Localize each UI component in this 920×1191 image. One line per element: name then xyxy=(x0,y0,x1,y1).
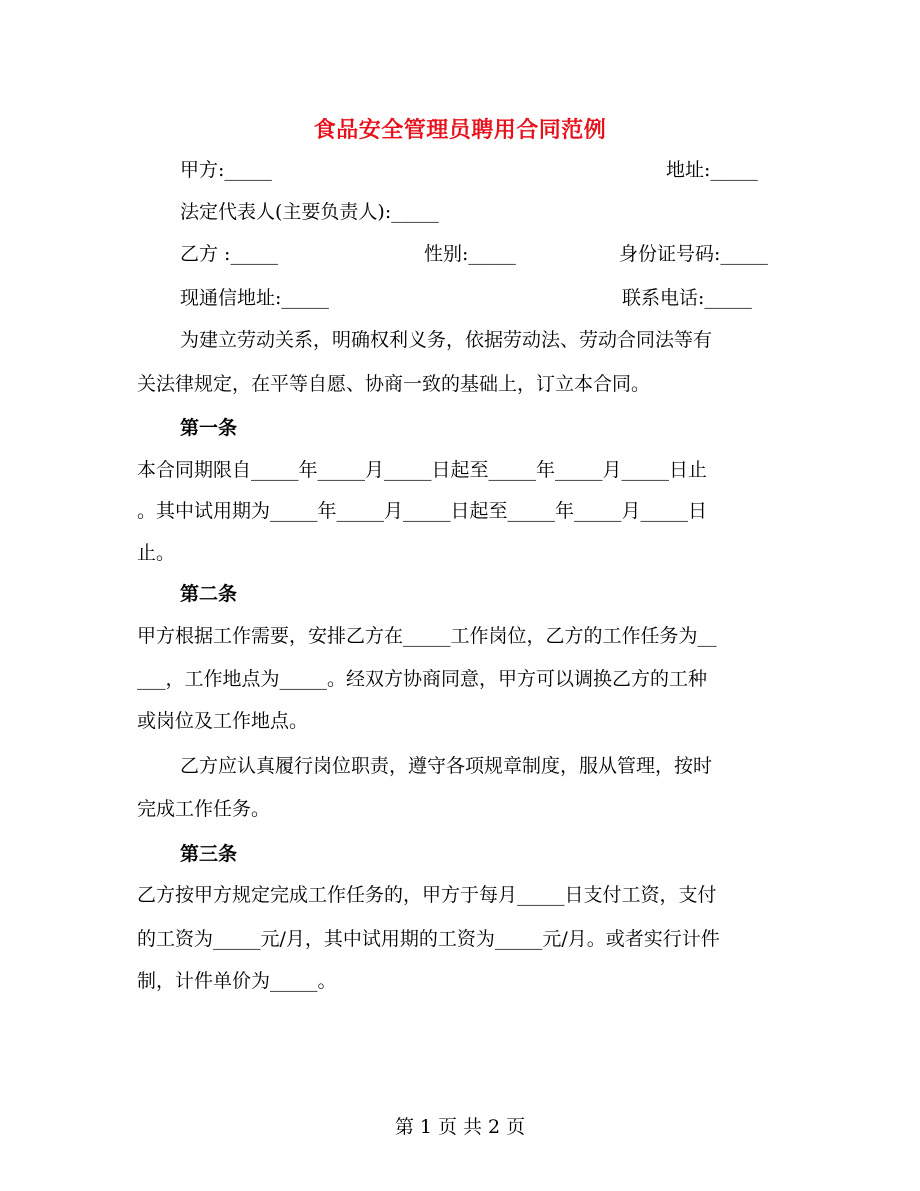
article-2-line-5: 完成工作任务。 xyxy=(137,798,271,820)
party-b-field: 乙方 :_____ xyxy=(180,243,278,265)
page-footer: 第 1 页 共 2 页 xyxy=(394,1116,526,1138)
intro-line-2: 关法律规定，在平等自愿、协商一致的基础上，订立本合同。 xyxy=(137,373,651,395)
article-1-line-2: 。其中试用期为_____年_____月_____日起至_____年_____月_____日 xyxy=(137,500,708,522)
legal-rep-field: 法定代表人(主要负责人):_____ xyxy=(180,201,439,223)
article-3-line-1: 乙方按甲方规定完成工作任务的，甲方于每月_____日支付工资，支付 xyxy=(137,884,717,906)
article-2-line-3: 或岗位及工作地点。 xyxy=(137,710,309,732)
article-2-line-1: 甲方根据工作需要，安排乙方在_____工作岗位，乙方的工作任务为__ xyxy=(137,625,717,647)
article-2-line-2: ___，工作地点为_____。经双方协商同意，甲方可以调换乙方的工种 xyxy=(137,668,708,690)
party-a-field: 甲方:_____ xyxy=(180,159,272,181)
article-2-heading: 第二条 xyxy=(180,583,238,605)
article-3-heading: 第三条 xyxy=(180,843,238,865)
document-title: 食品安全管理员聘用合同范例 xyxy=(313,117,607,143)
intro-line-1: 为建立劳动关系，明确权利义务，依据劳动法、劳动合同法等有 xyxy=(180,329,713,351)
gender-field: 性别:_____ xyxy=(424,243,516,265)
article-3-line-2: 的工资为_____元/月，其中试用期的工资为_____元/月。或者实行计件 xyxy=(137,928,720,950)
article-1-line-1: 本合同期限自_____年_____月_____日起至_____年_____月_____日止 xyxy=(137,459,708,481)
article-1-heading: 第一条 xyxy=(180,417,238,439)
id-number-field: 身份证号码:_____ xyxy=(619,243,768,265)
article-1-line-3: 止。 xyxy=(137,542,176,564)
phone-field: 联系电话:_____ xyxy=(622,287,752,309)
article-2-line-4: 乙方应认真履行岗位职责，遵守各项规章制度，服从管理，按时 xyxy=(180,755,713,777)
mailing-address-field: 现通信地址:_____ xyxy=(180,287,329,309)
address-field: 地址:_____ xyxy=(666,159,758,181)
article-3-line-3: 制，计件单价为_____。 xyxy=(137,970,337,992)
